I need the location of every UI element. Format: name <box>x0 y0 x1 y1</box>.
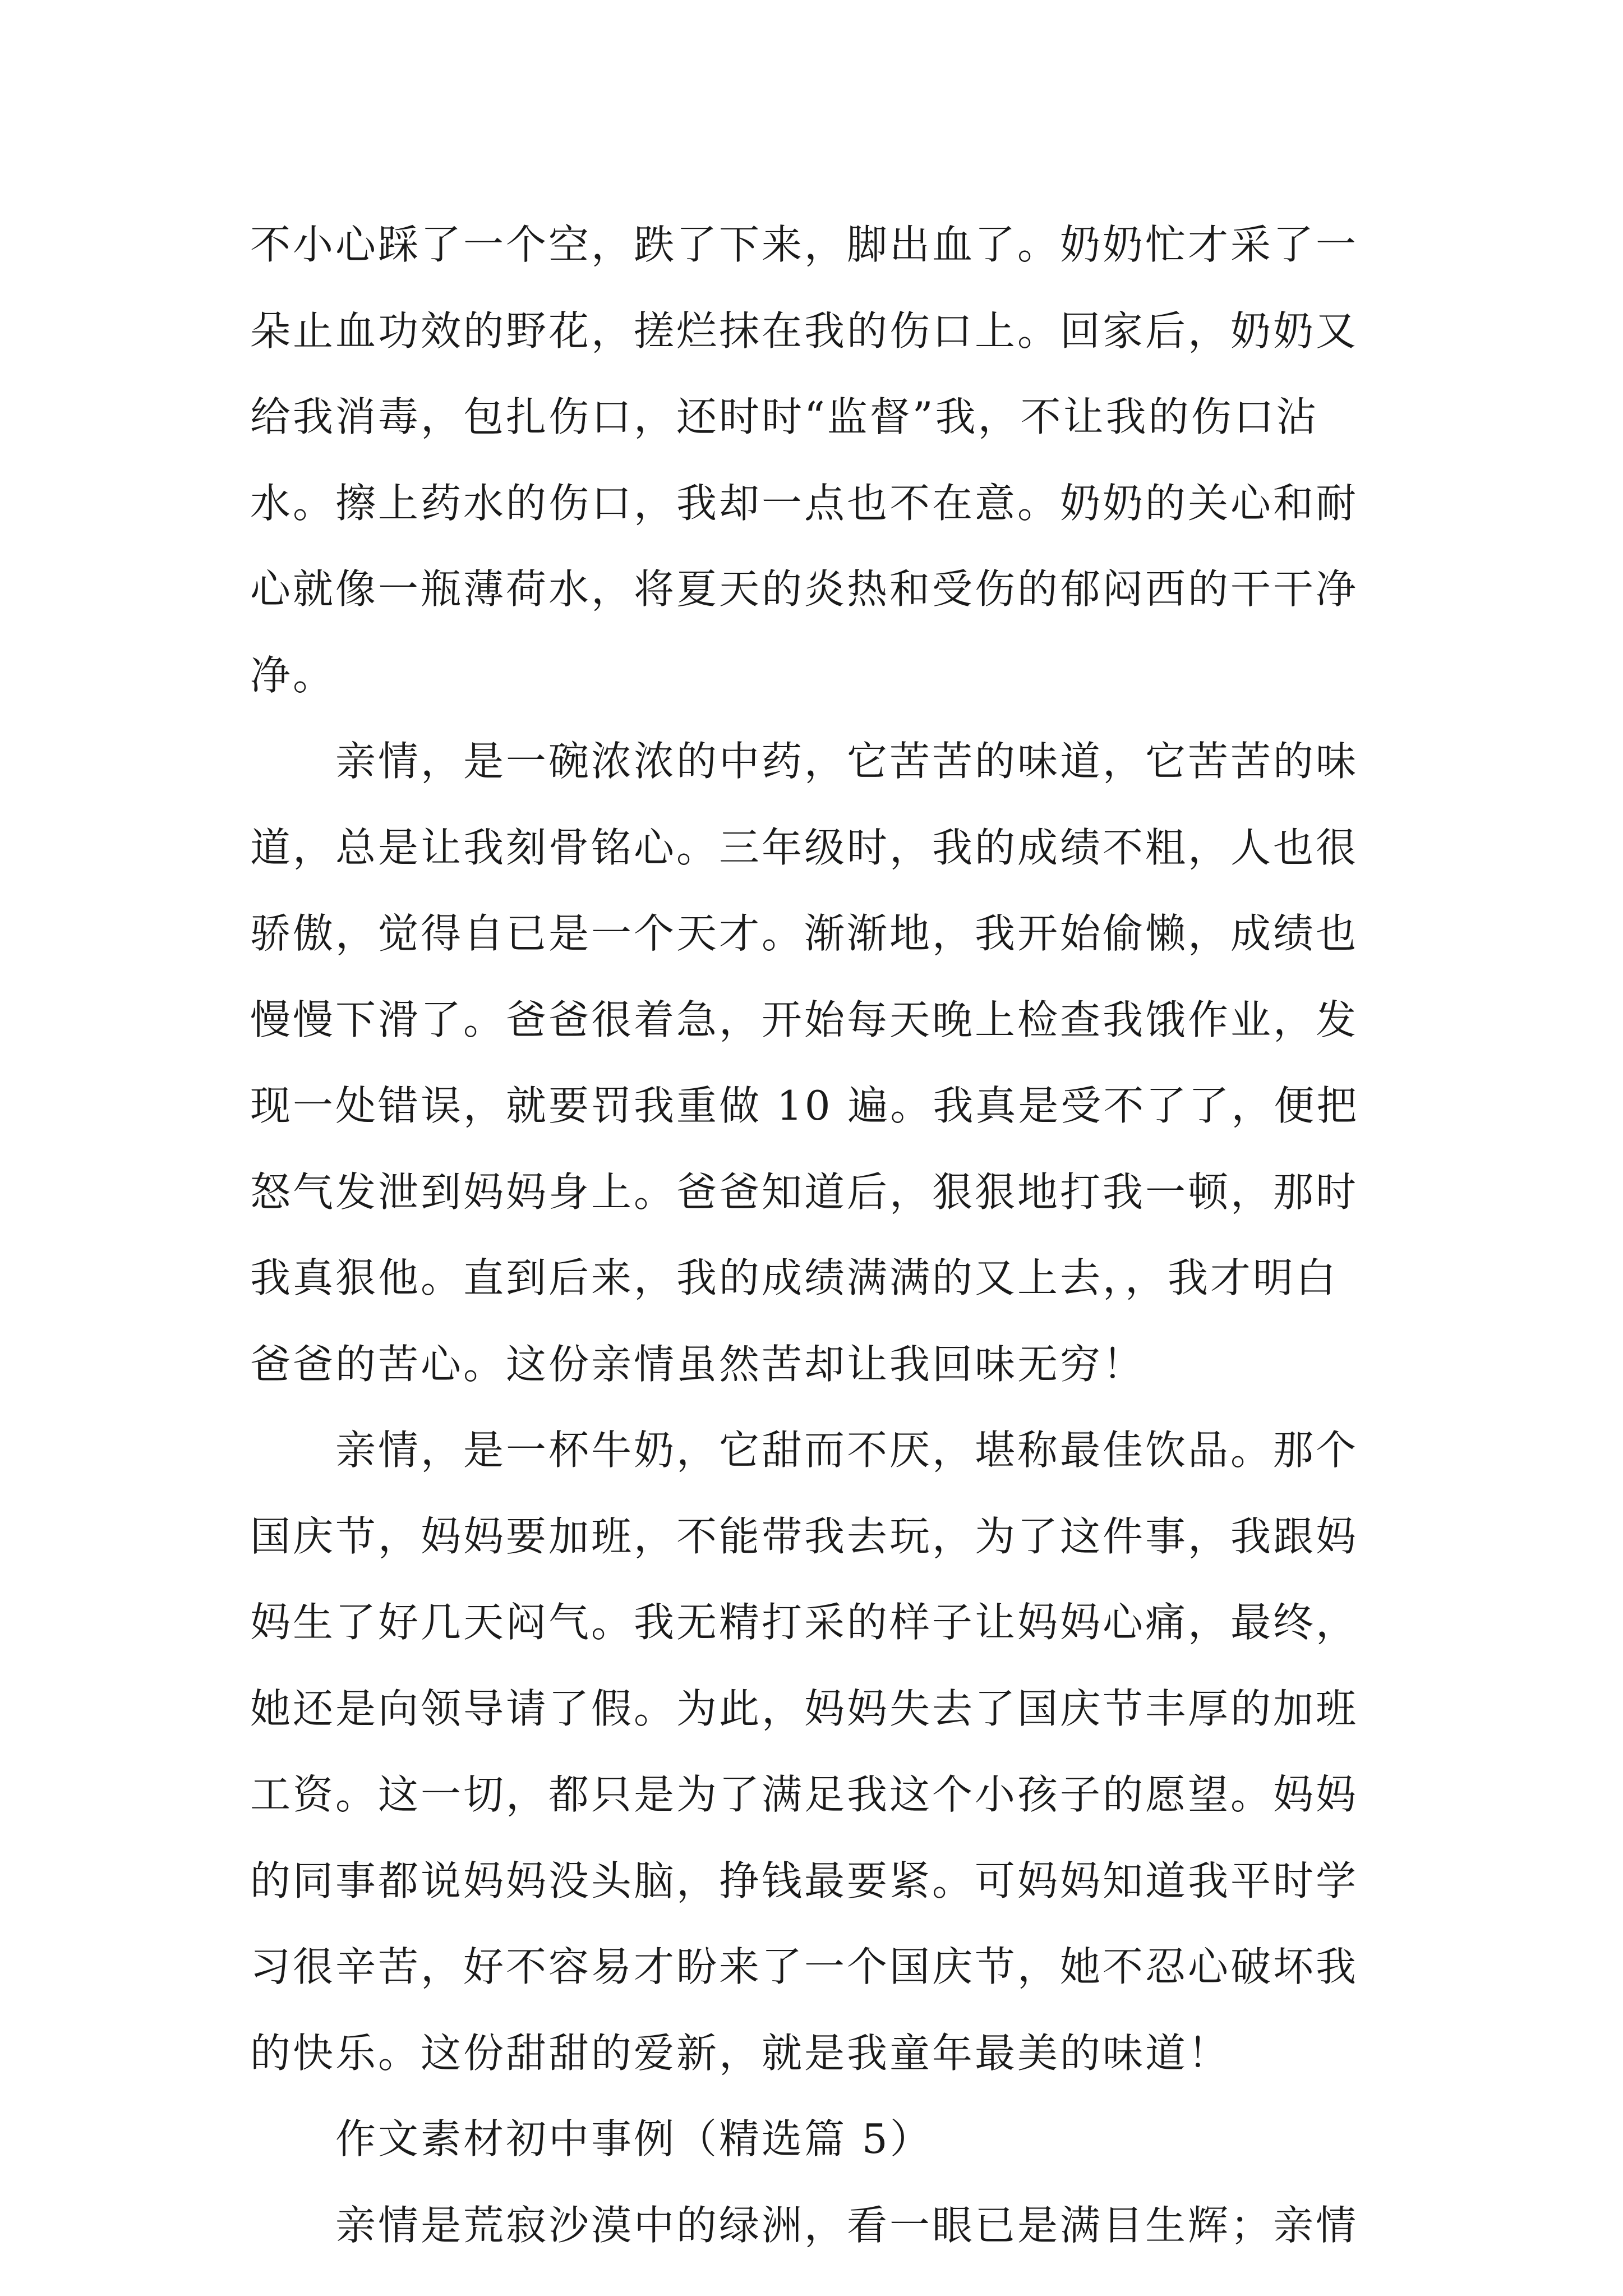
paragraph-start-line: 亲情，是一碗浓浓的中药，它苦苦的味道，它苦苦的味 <box>335 738 1359 785</box>
text-line: 的同事都说妈妈没头脑，挣钱最要紧。可妈妈知道我平时学 <box>250 1857 1359 1904</box>
document-body <box>250 202 1394 2269</box>
text-line: 心就像一瓶薄荷水，将夏天的炎热和受伤的郁闷西的干干净 <box>250 565 1359 613</box>
text-line: 慢慢下滑了。爸爸很着急，开始每天晚上检查我饿作业，发 <box>250 996 1359 1043</box>
text-line: 道，总是让我刻骨铭心。三年级时，我的成绩不粗，人也很 <box>250 823 1359 871</box>
paragraph-start-line: 亲情是荒寂沙漠中的绿洲，看一眼已是满目生辉；亲情 <box>335 2201 1359 2249</box>
paragraph-start-line: 亲情，是一杯牛奶，它甜而不厌，堪称最佳饮品。那个 <box>335 1427 1359 1474</box>
text-line: 水。擦上药水的伤口，我却一点也不在意。奶奶的关心和耐 <box>250 479 1359 527</box>
text-line: 她还是向领导请了假。为此，妈妈失去了国庆节丰厚的加班 <box>250 1685 1359 1732</box>
text-line: 净。 <box>250 651 336 699</box>
text-line: 骄傲，觉得自已是一个天才。渐渐地，我开始偷懒，成绩也 <box>250 910 1359 957</box>
text-line: 爸爸的苦心。这份亲情虽然苦却让我回味无穷！ <box>250 1340 1146 1388</box>
text-line: 不小心踩了一个空，跌了下来，脚出血了。奶奶忙才采了一 <box>250 221 1359 268</box>
text-line: 的快乐。这份甜甜的爱新，就是我童年最美的味道！ <box>250 2029 1231 2077</box>
text-line: 工资。这一切，都只是为了满足我这个小孩子的愿望。妈妈 <box>250 1771 1359 1818</box>
text-line: 现一处错误，就要罚我重做 10 遍。我真是受不了了，便把 <box>250 1082 1359 1129</box>
text-line: 朵止血功效的野花，搓烂抹在我的伤口上。回家后，奶奶又 <box>250 307 1359 355</box>
text-line: 怒气发泄到妈妈身上。爸爸知道后，狠狠地打我一顿，那时 <box>250 1168 1359 1216</box>
text-line: 习很辛苦，好不容易才盼来了一个国庆节，她不忍心破坏我 <box>250 1943 1359 1990</box>
text-line: 我真狠他。直到后来，我的成绩满满的又上去，，我才明白 <box>250 1254 1339 1301</box>
text-line: 给我消毒，包扎伤口，还时时“监督”我，不让我的伤口沾 <box>250 393 1319 440</box>
section-heading: 作文素材初中事例（精选篇 5） <box>335 2115 933 2162</box>
text-line: 妈生了好几天闷气。我无精打采的样子让妈妈心痛，最终， <box>250 1599 1359 1646</box>
text-line: 国庆节，妈妈要加班，不能带我去玩，为了这件事，我跟妈 <box>250 1512 1359 1560</box>
